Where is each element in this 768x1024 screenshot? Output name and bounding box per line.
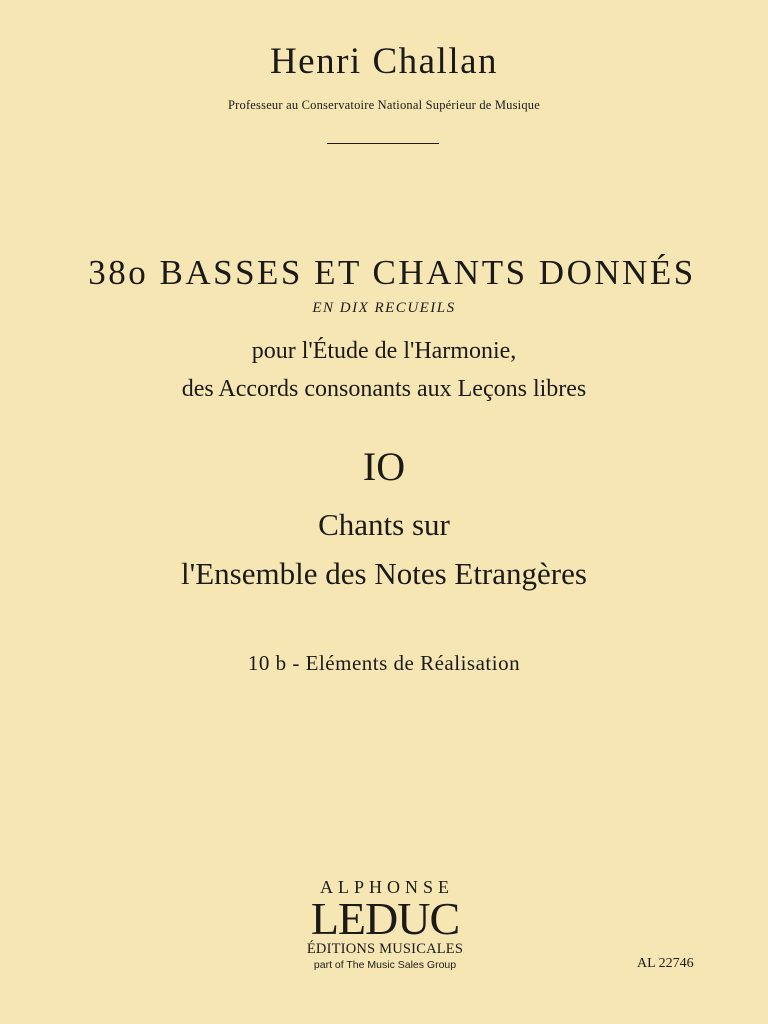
author-affiliation: Professeur au Conservatoire National Supérieur de Musique	[227, 98, 541, 112]
description-line-2: des Accords consonants aux Leçons libres	[181, 376, 587, 402]
description-line-1: pour l'Étude de l'Harmonie,	[251, 338, 517, 364]
part-title: 10 b - Eléments de Réalisation	[247, 651, 521, 675]
publisher-logo	[300, 877, 470, 972]
collection-subtitle: EN DIX RECUEILS	[312, 300, 456, 316]
author-name: Henri Challan	[269, 41, 499, 82]
publisher-group: part of The Music Sales Group	[313, 959, 457, 971]
volume-number: IO	[362, 444, 406, 489]
publisher-alphonse: ALPHONSE	[319, 877, 454, 897]
divider-rule	[327, 143, 439, 144]
volume-title-line-1: Chants sur	[318, 507, 450, 542]
publisher-editions: ÉDITIONS MUSICALES	[306, 941, 464, 957]
main-title: 38o BASSES ET CHANTS DONNÉS	[88, 253, 696, 292]
publisher-leduc: LEDUC	[310, 893, 460, 944]
catalog-number: AL 22746	[637, 956, 694, 971]
volume-title-line-2: l'Ensemble des Notes Etrangères	[181, 556, 587, 591]
